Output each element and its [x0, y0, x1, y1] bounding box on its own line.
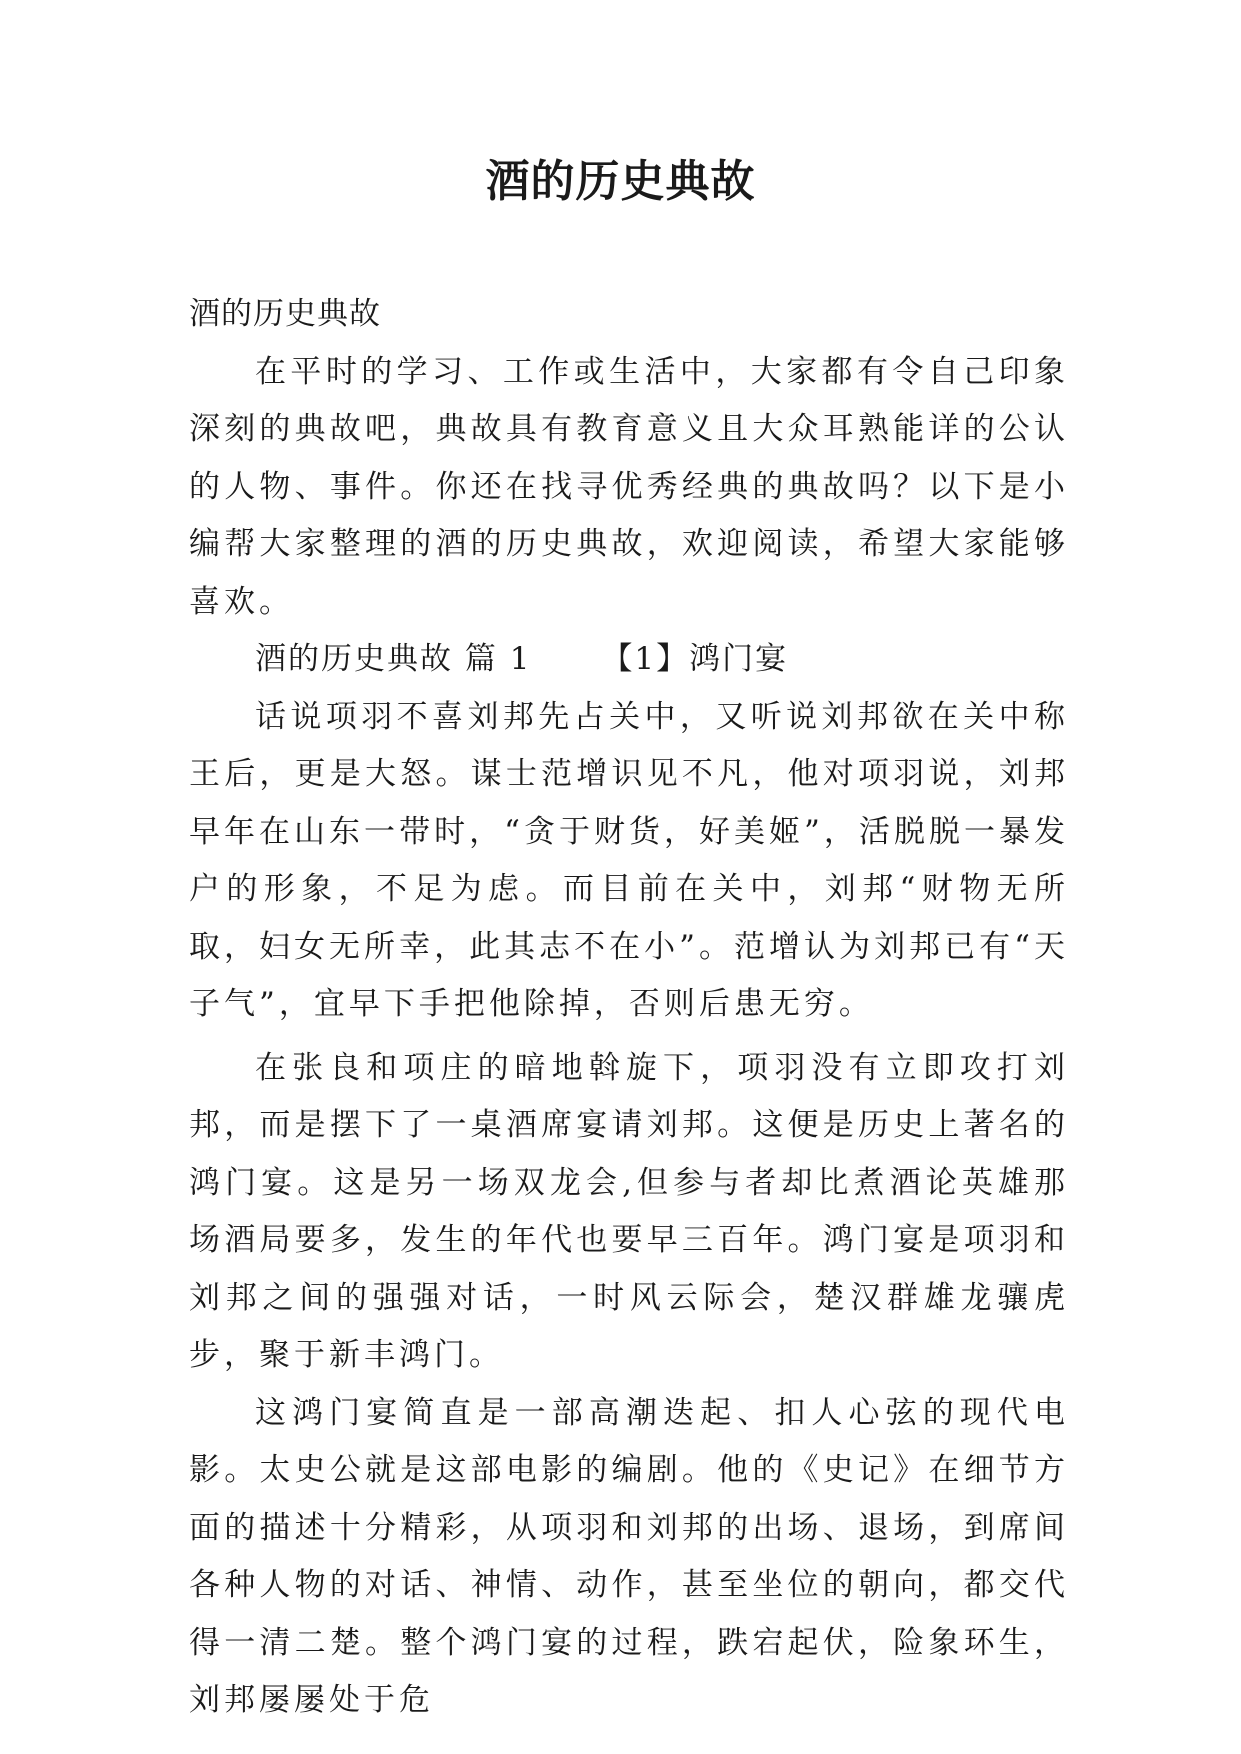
section-heading: 【1】鸿门宴 — [601, 641, 789, 677]
document-title: 酒的历史典故 — [485, 156, 756, 207]
document-subtitle: 酒的历史典故 — [189, 296, 381, 332]
intro-paragraph: 在平时的学习、工作或生活中，大家都有令自己印象深刻的典故吧，典故具有教育意义且大众耳熟能详的公认的人物、事件。你还在找寻优秀经典的典故吗？以下是小编帮大家整理的酒的历史典故，欢迎阅读，希望大家能够喜欢。 — [189, 353, 1069, 620]
body-paragraph: 在张良和项庄的暗地斡旋下，项羽没有立即攻打刘邦，而是摆下了一桌酒席宴请刘邦。这便是历史上著名的鸿门宴。这是另一场双龙会,但参与者却比煮酒论英雄那场酒局要多，发生的年代也要早三百年。鸿门宴是项羽和刘邦之间的强强对话，一时风云际会，楚汉群雄龙骧虎步，聚于新丰鸿门。 — [189, 1049, 1069, 1373]
body-paragraph: 这鸿门宴简直是一部高潮迭起、扣人心弦的现代电影。太史公就是这部电影的编剧。他的《史记》在细节方面的描述十分精彩，从项羽和刘邦的出场、退场，到席间各种人物的对话、神情、动作，甚至坐位的朝向，都交代得一清二楚。整个鸿门宴的过程，跌宕起伏，险象环生，刘邦屡屡处于危 — [189, 1394, 1069, 1718]
section-label: 酒的历史典故 篇 1 — [255, 641, 532, 677]
document-body — [189, 286, 1069, 1730]
body-paragraph: 话说项羽不喜刘邦先占关中，又听说刘邦欲在关中称王后，更是大怒。谋士范增识见不凡，他对项羽说，刘邦早年在山东一带时，“贪于财货，好美姬”，活脱脱一暴发户的形象，不足为虑。而目前在关中，刘邦“财物无所取，妇女无所幸，此其志不在小”。范增认为刘邦已有“天子气”，宜早下手把他除掉，否则后患无穷。 — [189, 698, 1069, 1022]
section-heading-line — [189, 631, 1069, 689]
